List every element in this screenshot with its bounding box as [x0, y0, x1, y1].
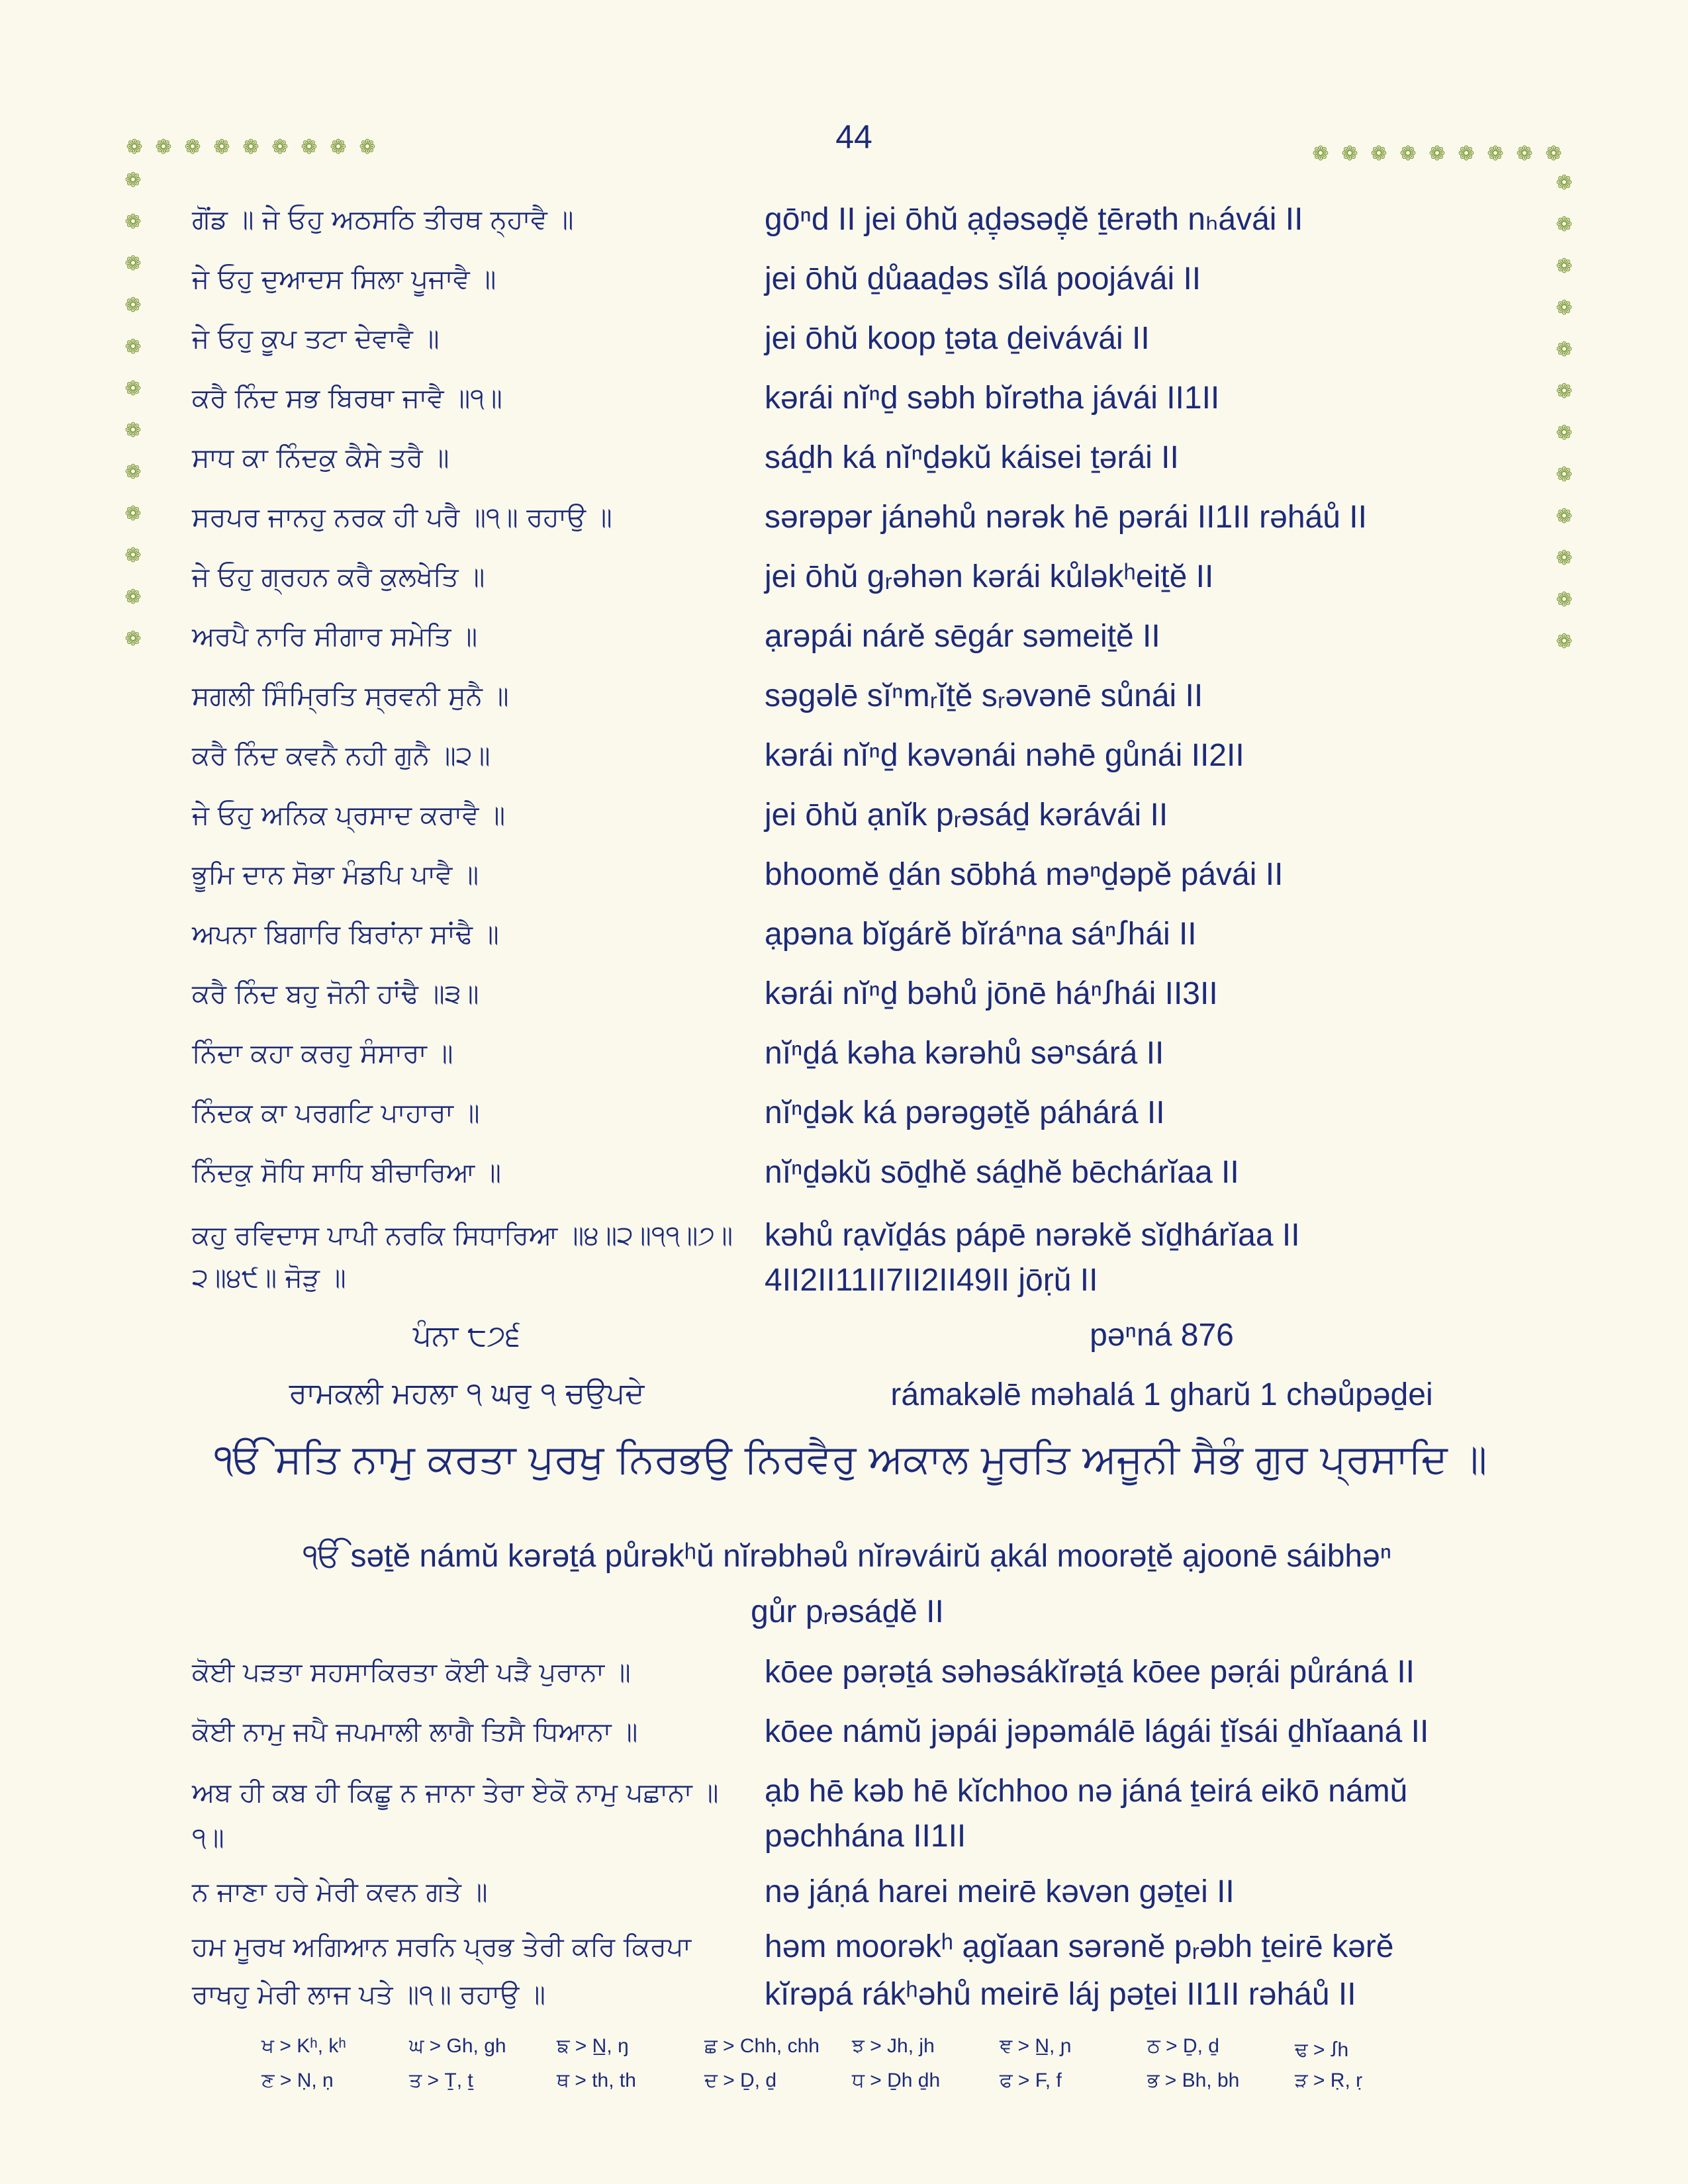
verse-row — [0, 1214, 1688, 1314]
legend-entry: ਥ > th, th — [557, 2070, 636, 2091]
verse-row — [0, 556, 1688, 615]
flower-icon: ❁ — [124, 544, 142, 567]
legend-entry: ਭ > Bh, bh — [1147, 2070, 1240, 2091]
gurmukhi-line: ਹਮ ਮੂਰਖ ਅਗਿਆਨ ਸਰਨਿ ਪ੍ਰਭ ਤੇਰੀ ਕਰਿ ਕਿਰਪਾ — [192, 1932, 692, 1962]
flower-icon: ❁ — [184, 136, 201, 159]
transliteration-line: nĭⁿḏá kəha kərəhů səⁿsárá II — [765, 1036, 1164, 1071]
mool-mantar-translit-line: ੴ səṯĕ námŭ kərəṯá půrəkʰŭ nĭrəbhəů nĭrəváirŭ ạkál moorəṯĕ ạjoonē sáibhəⁿ — [303, 1539, 1392, 1574]
legend-entry: ਙ > N̲, ŋ — [557, 2035, 629, 2057]
transliteration-line: kərái nĭⁿḏ bəhů jōnē háⁿꭍhái II3II — [765, 976, 1218, 1011]
flower-icon: ❁ — [124, 336, 142, 359]
transliteration-line: jei ōhŭ ạnĭk pᵣəsáḏ kərávái II — [765, 797, 1168, 833]
transliteration-line: pəchhána II1II — [765, 1819, 966, 1854]
gurmukhi-line: ਕੋਈ ਨਾਮੁ ਜਪੈ ਜਪਮਾਲੀ ਲਾਗੈ ਤਿਸੈ ਧਿਆਨਾ ॥ — [192, 1717, 638, 1747]
legend-entry: ਞ > N̲, ɲ — [1000, 2035, 1072, 2057]
mool-mantar-translit-line: gůr pᵣəsáḏĕ II — [751, 1594, 944, 1629]
legend-entry: ਠ > Ḏ, ḏ — [1147, 2035, 1219, 2057]
gurmukhi-line: ਅਰਪੈ ਨਾਰਿ ਸੀਗਾਰ ਸਮੇਤਿ ॥ — [192, 621, 478, 652]
mool-mantar-gurmukhi: ੴ ਸਤਿ ਨਾਮੁ ਕਰਤਾ ਪੁਰਖੁ ਨਿਰਭਉ ਨਿਰਵੈਰੁ ਅਕਾਲ ਮੂਰਤਿ ਅਜੂਨੀ ਸੈਭੰ ਗੁਰ ਪ੍ਰਸਾਦਿ ॥ — [214, 1436, 1487, 1482]
transliteration-line: jei ōhŭ ḏůaaḏəs sĭlá poojávái II — [765, 261, 1201, 296]
flower-icon: ❁ — [1556, 588, 1573, 612]
transliteration-line: kōee námŭ jəpái jəpəmálē lágái ṯĭsái ḏhĭaaná II — [765, 1714, 1429, 1749]
legend-entry: ਧ > Ḏh ḏh — [852, 2070, 941, 2091]
flower-icon: ❁ — [1312, 142, 1329, 165]
flower-icon: ❁ — [242, 136, 259, 159]
transliteration-line: sáḏh ká nĭⁿḏəkŭ káisei ṯərái II — [765, 440, 1179, 475]
transliteration-line: nĭⁿḏəkŭ sōḏhĕ sáḏhĕ bēchárĭaa II — [765, 1155, 1239, 1190]
transliteration-legend — [261, 2035, 1453, 2104]
transliteration-line: həm moorəkʰ ạgĭaan sərənĕ pᵣəbh ṯeirē kərĕ — [765, 1929, 1394, 1964]
flower-icon: ❁ — [124, 586, 142, 609]
verse-row — [0, 1152, 1688, 1211]
flower-icon: ❁ — [124, 252, 142, 275]
verse-row — [0, 1770, 1688, 1870]
transliteration-line: kōee pəṛəṯá səhəsákĭrəṯá kōee pəṛái půráná II — [765, 1655, 1415, 1690]
flower-icon: ❁ — [1556, 338, 1573, 361]
legend-entry: ਤ > Ṯ, ṯ — [409, 2070, 473, 2091]
gurmukhi-line: ਨਿੰਦਾ ਕਹਾ ਕਰਹੁ ਸੰਸਾਰਾ ॥ — [192, 1038, 453, 1069]
gurmukhi-line: ਕਰੈ ਨਿੰਦ ਬਹੁ ਜੋਨੀ ਹਾਂਢੈ ॥੩॥ — [192, 979, 479, 1009]
transliteration-line: ạpəna bĭgárĕ bĭráⁿna sáⁿꭍhái II — [765, 917, 1197, 952]
page-ref-gurmukhi: ਪੰਨਾ ੮੭੬ — [412, 1319, 521, 1353]
verse-row — [0, 735, 1688, 794]
legend-row — [261, 2035, 1453, 2070]
gurmukhi-line: ਭੂਮਿ ਦਾਨ ਸੋਭਾ ਮੰਡਪਿ ਪਾਵੈ ॥ — [192, 860, 479, 890]
flower-icon: ❁ — [124, 210, 142, 234]
transliteration-line: səgəlē sĭⁿmᵣĭṯĕ sᵣəvənē sůnái II — [765, 678, 1203, 713]
transliteration-line: kəhů rạvĭḏás pápē nərəkĕ sĭḏhárĭaa II — [765, 1218, 1300, 1253]
mool-mantar-translit — [199, 1529, 1496, 1640]
flower-icon: ❁ — [1556, 213, 1573, 236]
gurmukhi-line: ਨਿੰਦਕ ਕਾ ਪਰਗਟਿ ਪਾਹਾਰਾ ॥ — [192, 1098, 480, 1128]
raag-heading-gurmukhi: ਰਾਮਕਲੀ ਮਹਲਾ ੧ ਘਰੁ ੧ ਚਉਪਦੇ — [289, 1377, 645, 1410]
transliteration-line: bhoomĕ ḏán sōbhá məⁿḏəpĕ pávái II — [765, 857, 1284, 892]
verse-row — [0, 615, 1688, 675]
transliteration-line: ạrəpái nárĕ sēgár səmeiṯĕ II — [765, 619, 1160, 654]
raag-heading-translit: rámakəlē məhalá 1 gharŭ 1 chəůpəḏei — [890, 1377, 1433, 1412]
flower-icon: ❁ — [1556, 422, 1573, 445]
gurmukhi-line: ਸਾਧ ਕਾ ਨਿੰਦਕੁ ਕੈਸੇ ਤਰੈ ॥ — [192, 443, 449, 473]
flower-icon: ❁ — [126, 136, 143, 159]
verse-row — [0, 1871, 1688, 1931]
legend-entry: ਛ > Chh, chh — [704, 2035, 820, 2057]
transliteration-line: ạb hē kəb hē kĭchhoo nə jáná ṯeirá eikō námŭ — [765, 1774, 1408, 1809]
gurmukhi-line: ਸਰਪਰ ਜਾਨਹੁ ਨਰਕ ਹੀ ਪਰੈ ॥੧॥ ਰਹਾਉ ॥ — [192, 502, 612, 533]
verse-row — [0, 496, 1688, 556]
legend-entry: ਖ > Kʰ, kʰ — [261, 2035, 346, 2057]
legend-entry: ਘ > Gh, gh — [409, 2035, 506, 2057]
flower-icon: ❁ — [124, 294, 142, 317]
verse-row — [0, 1711, 1688, 1770]
legend-entry: ਦ > Ḏ, ḏ — [704, 2070, 777, 2091]
gurmukhi-line: ਅਬ ਹੀ ਕਬ ਹੀ ਕਿਛੂ ਨ ਜਾਨਾ ਤੇਰਾ ਏਕੋ ਨਾਮੁ ਪਛਾਨਾ ॥੧॥ — [192, 1778, 719, 1853]
gurmukhi-line: ਜੇ ਓਹੁ ਗ੍ਰਹਨ ਕਰੈ ਕੁਲਖੇਤਿ ॥ — [192, 562, 485, 592]
flower-icon: ❁ — [124, 502, 142, 525]
flower-icon: ❁ — [1556, 255, 1573, 278]
gurmukhi-line: ਜੇ ਓਹੁ ਦੁਆਦਸ ਸਿਲਾ ਪੂਜਾਵੈ ॥ — [192, 264, 496, 295]
flower-icon: ❁ — [359, 136, 376, 159]
flower-icon: ❁ — [124, 627, 142, 651]
flower-icon: ❁ — [1458, 142, 1475, 165]
flower-icon: ❁ — [301, 136, 318, 159]
transliteration-line: jei ōhŭ gᵣəhən kərái kůləkʰeiṯĕ II — [765, 559, 1214, 594]
verse-row — [0, 1092, 1688, 1152]
flower-icon: ❁ — [1516, 142, 1533, 165]
verse-row — [0, 318, 1688, 377]
legend-entry: ਫ > F, f — [1000, 2070, 1062, 2091]
flower-icon: ❁ — [1487, 142, 1504, 165]
flower-icon: ❁ — [1429, 142, 1446, 165]
flower-icon: ❁ — [1556, 296, 1573, 320]
gurmukhi-line: ਰਾਖਹੁ ਮੇਰੀ ਲਾਜ ਪਤੇ ॥੧॥ ਰਹਾਉ ॥ — [192, 1979, 545, 2010]
flower-icon: ❁ — [213, 136, 230, 159]
gurmukhi-line: ਸਗਲੀ ਸਿੰਮ੍ਰਿਤਿ ਸ੍ਰਵਨੀ ਸੁਨੈ ॥ — [192, 681, 509, 711]
gurmukhi-line: ਕਰੈ ਨਿੰਦ ਸਭ ਬਿਰਥਾ ਜਾਵੈ ॥੧॥ — [192, 383, 502, 414]
flower-icon: ❁ — [155, 136, 172, 159]
flower-icon: ❁ — [1556, 171, 1573, 195]
flower-icon: ❁ — [124, 461, 142, 484]
verse-row — [0, 255, 1688, 318]
transliteration-line: gōⁿd II jei ōhŭ ạḏ̣əsəḏ̣ĕ ṯērəth nₕávái II — [765, 202, 1303, 237]
gurmukhi-line: ਅਪਨਾ ਬਿਗਾਰਿ ਬਿਰਾਂਨਾ ਸਾਂਢੈ ॥ — [192, 919, 499, 950]
flower-icon: ❁ — [1556, 630, 1573, 653]
verse-row — [0, 1926, 1688, 2025]
flower-icon: ❁ — [1370, 142, 1387, 165]
transliteration-line: 4II2II11II7II2II49II jōṛŭ II — [765, 1263, 1098, 1298]
page-ref-translit: pəⁿná 876 — [1090, 1318, 1234, 1353]
gurmukhi-line: ਗੋਂਡ ॥ ਜੇ ਓਹੁ ਅਠਸਠਿ ਤੀਰਥ ਨ੍ਹਾਵੈ ॥ — [192, 205, 574, 235]
flower-icon: ❁ — [124, 169, 142, 192]
flower-icon: ❁ — [124, 377, 142, 400]
verse-row — [0, 794, 1688, 854]
legend-row — [261, 2070, 1453, 2104]
verse-row — [0, 437, 1688, 496]
legend-entry: ਣ > Ṇ, ṇ — [261, 2070, 334, 2091]
verse-row — [0, 1651, 1688, 1711]
verse-row — [0, 675, 1688, 735]
flower-icon: ❁ — [1545, 142, 1562, 165]
flower-icon: ❁ — [1341, 142, 1358, 165]
flower-icon: ❁ — [1556, 547, 1573, 570]
flower-icon: ❁ — [1556, 380, 1573, 403]
verse-row — [0, 1032, 1688, 1092]
verse-row — [0, 854, 1688, 913]
flower-icon: ❁ — [1556, 505, 1573, 528]
transliteration-line: jei ōhŭ koop ṯəta ḏeivávái II — [765, 321, 1150, 356]
verse-row — [0, 199, 1688, 258]
transliteration-line: kərái nĭⁿḏ səbh bĭrətha jávái II1II — [765, 381, 1220, 416]
verse-row — [0, 973, 1688, 1032]
flower-icon: ❁ — [1399, 142, 1417, 165]
transliteration-line: kərái nĭⁿḏ kəvənái nəhē gůnái II2II — [765, 738, 1244, 773]
gurmukhi-line: ਜੇ ਓਹੁ ਅਨਿਕ ਪ੍ਰਸਾਦ ਕਰਾਵੈ ॥ — [192, 800, 506, 831]
page-number: 44 — [835, 118, 872, 156]
legend-entry: ਢ > ꭍh — [1295, 2039, 1349, 2061]
legend-entry: ੜ > Ṛ, ṛ — [1295, 2070, 1363, 2091]
gurmukhi-line: ਨਿੰਦਕੁ ਸੋਧਿ ਸਾਧਿ ਬੀਚਾਰਿਆ ॥ — [192, 1158, 501, 1188]
gurmukhi-line: ਕਰੈ ਨਿੰਦ ਕਵਨੈ ਨਹੀ ਗੁਨੈ ॥੨॥ — [192, 741, 491, 771]
transliteration-line: kĭrəpá rákʰəhů meirē láj pəṯei II1II rəháů II — [765, 1977, 1356, 2012]
flower-icon: ❁ — [124, 419, 142, 442]
legend-entry: ਝ > Jh, jh — [852, 2035, 935, 2057]
flower-icon: ❁ — [330, 136, 347, 159]
flower-icon: ❁ — [271, 136, 289, 159]
verse-row — [0, 913, 1688, 973]
flower-icon: ❁ — [1556, 463, 1573, 486]
gurmukhi-line: ਜੇ ਓਹੁ ਕੂਪ ਤਟਾ ਦੇਵਾਵੈ ॥ — [192, 324, 440, 354]
gurmukhi-line: ਨ ਜਾਣਾ ਹਰੇ ਮੇਰੀ ਕਵਨ ਗਤੇ ॥ — [192, 1877, 488, 1907]
transliteration-line: nĭⁿḏək ká pərəgəṯĕ páhárá II — [765, 1095, 1165, 1130]
gurmukhi-line: ਕੋਈ ਪੜਤਾ ਸਹਸਾਕਿਰਤਾ ਕੋਈ ਪੜੈ ਪੁਰਾਨਾ ॥ — [192, 1657, 631, 1688]
transliteration-line: nə jáṇá harei meirē kəvən gəṯei II — [765, 1874, 1235, 1909]
verse-row — [0, 377, 1688, 437]
transliteration-line: sərəpər jánəhů nərək hē pərái II1II rəháů II — [765, 500, 1367, 535]
gurmukhi-line: ਕਹੁ ਰਵਿਦਾਸ ਪਾਪੀ ਨਰਕਿ ਸਿਧਾਰਿਆ ॥੪॥੨॥੧੧॥੭॥੨॥੪੯॥ ਜੋੜੁ ॥ — [192, 1220, 733, 1293]
